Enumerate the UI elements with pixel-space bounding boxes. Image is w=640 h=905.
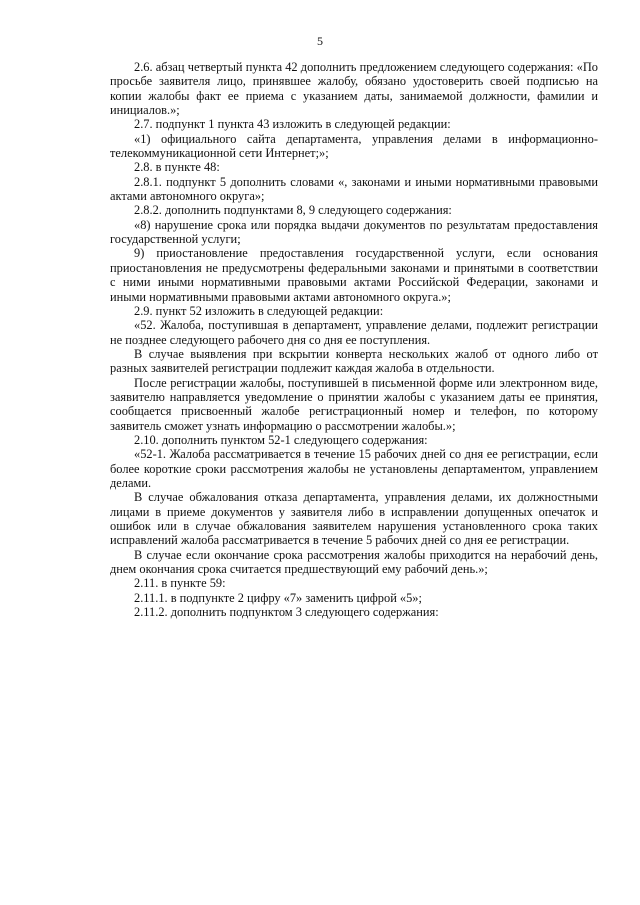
paragraph: 2.8. в пункте 48: <box>134 160 220 175</box>
paragraph: 2.11. в пункте 59: <box>134 576 226 591</box>
paragraph: 2.8.1. подпункт 5 дополнить словами «, законами и иными нормативными правовыми актами автономного округа»; <box>110 174 598 204</box>
paragraph: 2.8.2. дополнить подпунктами 8, 9 следующего содержания: <box>134 203 452 218</box>
paragraph: 2.11.1. в подпункте 2 цифру «7» заменить цифрой «5»; <box>134 590 422 605</box>
paragraph: 2.10. дополнить пунктом 52-1 следующего содержания: <box>134 432 428 447</box>
paragraph: 2.11.2. дополнить подпунктом 3 следующего содержания: <box>134 605 439 620</box>
paragraph: В случае выявления при вскрытии конверта нескольких жалоб от одного либо от разных заявителей регистрации подлежит каждая жалоба в отдельности. <box>110 346 598 376</box>
page-number: 5 <box>317 34 323 48</box>
paragraph: 2.9. пункт 52 изложить в следующей редакции: <box>134 303 384 318</box>
paragraph: В случае если окончание срока рассмотрения жалобы приходится на нерабочий день, днем окончания срока считается предшествующий ему рабочий день.»; <box>110 547 598 577</box>
paragraph: В случае обжалования отказа департамента, управления делами, их должностными лицами в приеме документов у заявителя либо в исправлении допущенных опечаток и ошибок или в случае обжалования заявителем нарушения установленного срока таких исправлений жалоба рассматривается в течение 5 рабочих дней со дня ее регистрации. <box>110 490 598 548</box>
paragraph: «1) официального сайта департамента, управления делами в информационно-телекоммуникационной сети Интернет;»; <box>110 131 598 161</box>
paragraph: После регистрации жалобы, поступившей в письменной форме или электронном виде, заявителю направляется уведомление о принятии жалобы с указанием даты ее принятия, сообщается присвоенный жалобе регистрационный номер и телефон, по которому заявитель сможет узнать информацию о рассмотрении жалобы.»; <box>110 375 598 433</box>
paragraph: 2.7. подпункт 1 пункта 43 изложить в следующей редакции: <box>134 117 451 132</box>
paragraph: «52-1. Жалоба рассматривается в течение 15 рабочих дней со дня ее регистрации, если более короткие сроки рассмотрения жалобы не установлены департаментом, управлением делами. <box>110 447 598 490</box>
paragraph: 9) приостановление предоставления государственной услуги, если основания приостановления не предусмотрены федеральными законами и принятыми в соответствии с ними иными нормативными правовыми актами Российской Федерации, законами и иными нормативными правовыми актами автономного округа.»; <box>110 246 598 304</box>
document-body <box>110 60 598 619</box>
paragraph: «8) нарушение срока или порядка выдачи документов по результатам предоставления государственной услуги; <box>110 217 598 247</box>
paragraph: 2.6. абзац четвертый пункта 42 дополнить предложением следующего содержания: «По просьбе заявителя лицо, принявшее жалобу, обязано удостоверить своей подписью на копии жалобы факт ее приема с указанием даты, занимаемой должности, фамилии и инициалов.»; <box>110 60 598 118</box>
paragraph: «52. Жалоба, поступившая в департамент, управление делами, подлежит регистрации не позднее следующего рабочего дня со дня ее поступления. <box>110 318 598 347</box>
